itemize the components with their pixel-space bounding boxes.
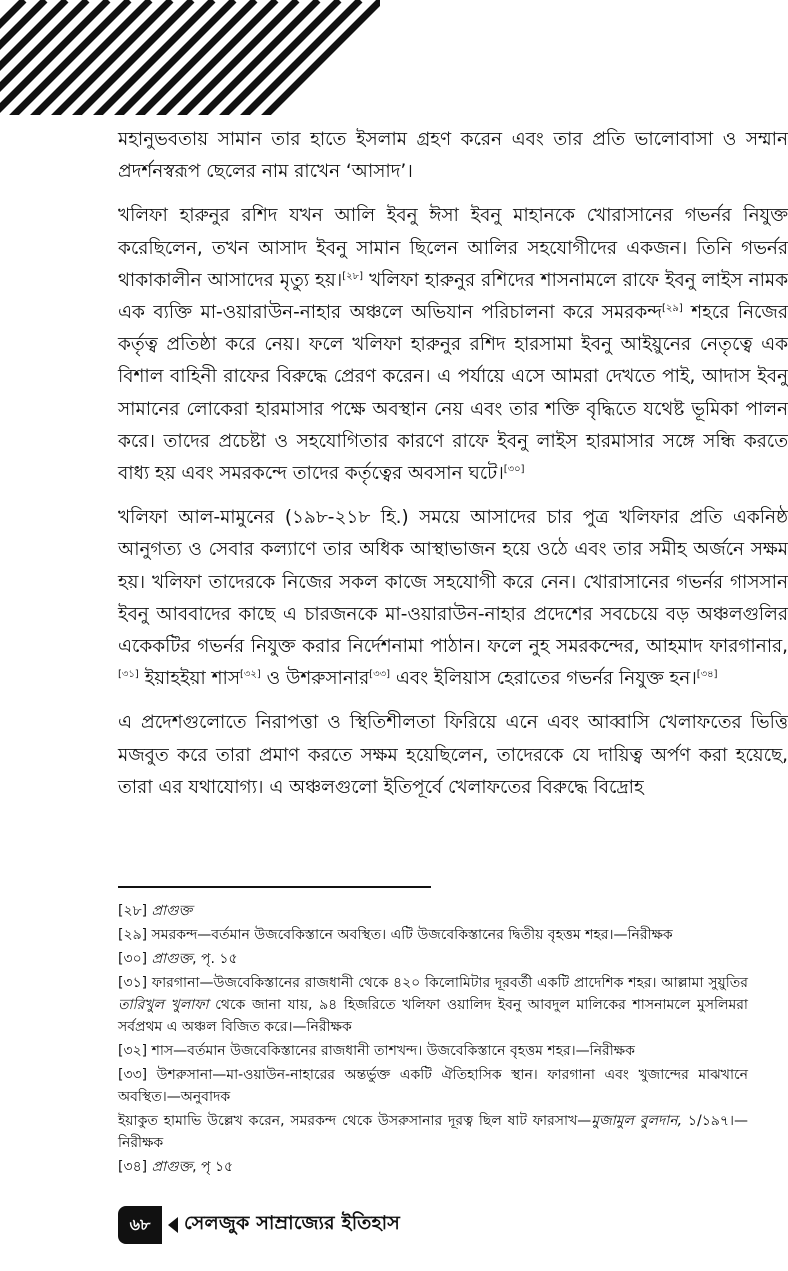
paragraph-3-text-a: খলিফা আল-মামুনের (১৯৮-২১৮ হি.) সময়ে আসাদের চার পুত্র খলিফার প্রতি একনিষ্ঠ আনুগত্য ও সেবার কল্যাণে তার অধিক আস্থাভাজন হয়ে ওঠে এবং তার সমীহ অর্জনে সক্ষম হয়। খলিফা তাদেরকে নিজের সকল কাজে সহযোগী করে নেন। খোরাসানের গভর্নর গাসসান ইবনু আববাদের কাছে এ চারজনকে মা-ওয়ারাউন-নাহার প্রদেশের সবচেয়ে বড় অঞ্চলগুলির একেকটির গভর্নর নিযুক্ত করার নির্দেশনামা পাঠান। ফলে নুহ সমরকন্দের, আহমাদ ফারগানার,: [118, 507, 788, 658]
paragraph-2: [118, 200, 788, 490]
paragraph-3: [118, 502, 788, 695]
book-title: সেলজুক সাম্রাজ্যের ইতিহাস: [184, 1212, 401, 1234]
paragraph-2-text-c: শহরে নিজের কর্তৃত্ব প্রতিষ্ঠা করে নেয়। ফলে খলিফা হারুনুর রশিদ হারসামা ইবনু আইয়ুনের নেতৃত্বে এক বিশাল বাহিনী রাফের বিরুদ্ধে প্রেরণ করেন। এ পর্যায়ে এসে আমরা দেখতে পাই, আদাস ইবনু সামানের লোকেরা হারমাসার পক্ষে অবস্থান নেয় এবং তার শক্তি বৃদ্ধিতে যথেষ্ট ভূমিকা পালন করে। তাদের প্রচেষ্টা ও সহযোগিতার কারণে রাফে ইবনু লাইস হারমাসার সঙ্গে সন্ধি করতে বাধ্য হয় এবং সমরকন্দে তাদের কর্তৃত্বের অবসান ঘটে।: [118, 302, 788, 485]
footnote-30-page: , পৃ. ১৫: [192, 951, 238, 967]
main-text: [118, 124, 788, 816]
triangle-left-icon: [168, 1217, 178, 1233]
footnote-34-source: প্রাগুক্ত: [151, 1159, 193, 1175]
footnote-ref-31[interactable]: [৩১]: [118, 669, 139, 681]
footnote-30-source: প্রাগুক্ত: [151, 951, 193, 967]
page-number: ৬৮: [118, 1206, 162, 1244]
footnote-ref-30[interactable]: [৩০]: [503, 463, 525, 475]
paragraph-1-text: মহানুভবতায় সামান তার হাতে ইসলাম গ্রহণ করেন এবং তার প্রতি ভালোবাসা ও সম্মান প্রদর্শনস্বরূপ ছেলের নাম রাখেন ‘আসাদ’।: [118, 129, 788, 183]
footnote-34: [118, 1156, 748, 1178]
footnote-32: [118, 1040, 748, 1062]
footnote-31: [118, 972, 748, 1038]
diagonal-stripes-decoration: [0, 0, 380, 115]
footnote-divider: [118, 886, 431, 888]
stripe: [251, 0, 380, 115]
footnote-ref-34[interactable]: [৩৪]: [696, 669, 718, 681]
paragraph-3-text-d: এবং ইলিয়াস হেরাতের গভর্নর নিযুক্ত হন।: [390, 668, 697, 690]
footnote-29-text: [২৯] সমরকন্দ—বর্তমান উজবেকিস্তানে অবস্থিত। এটি উজবেকিস্তানের দ্বিতীয় বৃহত্তম শহর।—নিরীক্ষক: [118, 927, 673, 943]
footnote-28-source: প্রাগুক্ত: [151, 903, 193, 919]
footnote-34-page: , পৃ ১৫: [192, 1159, 234, 1175]
footnote-33-text-a: [৩৩] উশরুসানা—মা-ওয়াউন-নাহারের অন্তর্ভুক্ত একটি ঐতিহাসিক স্থান। ফারগানা এবং খুজান্দের মাঝখানে অবস্থিত।—অনুবাদক: [118, 1067, 748, 1105]
footnote-33: [118, 1064, 748, 1108]
footnote-28: [118, 900, 748, 922]
footnote-31-book-title: তারিখুল খুলাফা: [118, 997, 209, 1013]
paragraph-2-text-b: খলিফা হারুনুর রশিদের শাসনামলে রাফে ইবনু লাইস নামক এক ব্যক্তি মা-ওয়ারাউন-নাহার অঞ্চলে অভিযান পরিচালনা করে সমরকন্দ: [118, 269, 788, 324]
footnote-33-book-title: মুজামুল বুলদান,: [591, 1113, 683, 1129]
paragraph-4-text: এ প্রদেশগুলোতে নিরাপত্তা ও স্থিতিশীলতা ফিরিয়ে এনে এবং আব্বাসি খেলাফতের ভিত্তি মজবুত করে তারা প্রমাণ করতে সক্ষম হয়েছিলেন, তাদেরকে যে দায়িত্ব অর্পণ করা হয়েছে, তারা এর যথাযোগ্য। এ অঞ্চলগুলো ইতিপূর্বে খেলাফতের বিরুদ্ধে বিদ্রোহ: [118, 712, 788, 798]
paragraph-2-text-a: খলিফা হারুনুর রশিদ যখন আলি ইবনু ঈসা ইবনু মাহানকে খোরাসানের গভর্নর নিযুক্ত করেছিলেন, তখন আসাদ ইবনু সামান ছিলেন আলির সহযোগীদের একজন। তিনি গভর্নর থাকাকালীন আসাদের মৃত্যু হয়।: [118, 205, 788, 291]
footnote-32-text: [৩২] শাস—বর্তমান উজবেকিস্তানের রাজধানী তাশখন্দ। উজবেকিস্তানে বৃহত্তম শহর।—নিরীক্ষক: [118, 1043, 635, 1059]
footnote-34-number: [৩৪]: [118, 1159, 148, 1175]
paragraph-3-text-b: ইয়াহইয়া শাস: [138, 668, 240, 690]
footnote-31-text-b: থেকে জানা যায়, ৯৪ হিজরিতে খলিফা ওয়ালিদ ইবনু আবদুল মালিকের শাসনামলে মুসলিমরা সর্বপ্রথম এ অঞ্চল বিজিত করে।—নিরীক্ষক: [118, 997, 748, 1035]
footnote-33-continued: [118, 1110, 748, 1154]
footnote-29: [118, 924, 748, 946]
paragraph-3-text-c: ও উশরুসানার: [260, 668, 370, 690]
footnote-30: [118, 948, 748, 970]
paragraph-4: [118, 707, 788, 804]
footnote-ref-28[interactable]: [২৮]: [342, 270, 364, 282]
footnote-ref-33[interactable]: [৩৩]: [369, 669, 391, 681]
footnote-ref-32[interactable]: [৩২]: [239, 669, 261, 681]
paragraph-1: [118, 124, 788, 188]
footnote-28-number: [২৮]: [118, 903, 148, 919]
footnote-33-text-b: ইয়াকুত হামাভি উল্লেখ করেন, সমরকন্দ থেকে উসরুসানার দূরত্ব ছিল ষাট ফারসাখ—: [118, 1113, 592, 1129]
footnote-31-text-a: [৩১] ফারগানা—উজবেকিস্তানের রাজধানী থেকে ৪২০ কিলোমিটার দূরবর্তী একটি প্রাদেশিক শহর। আল্লামা সুয়ুতির: [118, 975, 748, 991]
footnote-33-text-c: ১/১৯৭।—নিরীক্ষক: [118, 1113, 748, 1151]
stripe: [230, 0, 360, 115]
footnote-30-number: [৩০]: [118, 951, 148, 967]
footnote-ref-29[interactable]: [২৯]: [662, 302, 683, 314]
footnotes: [118, 900, 748, 1180]
page-footer: [118, 1205, 400, 1245]
